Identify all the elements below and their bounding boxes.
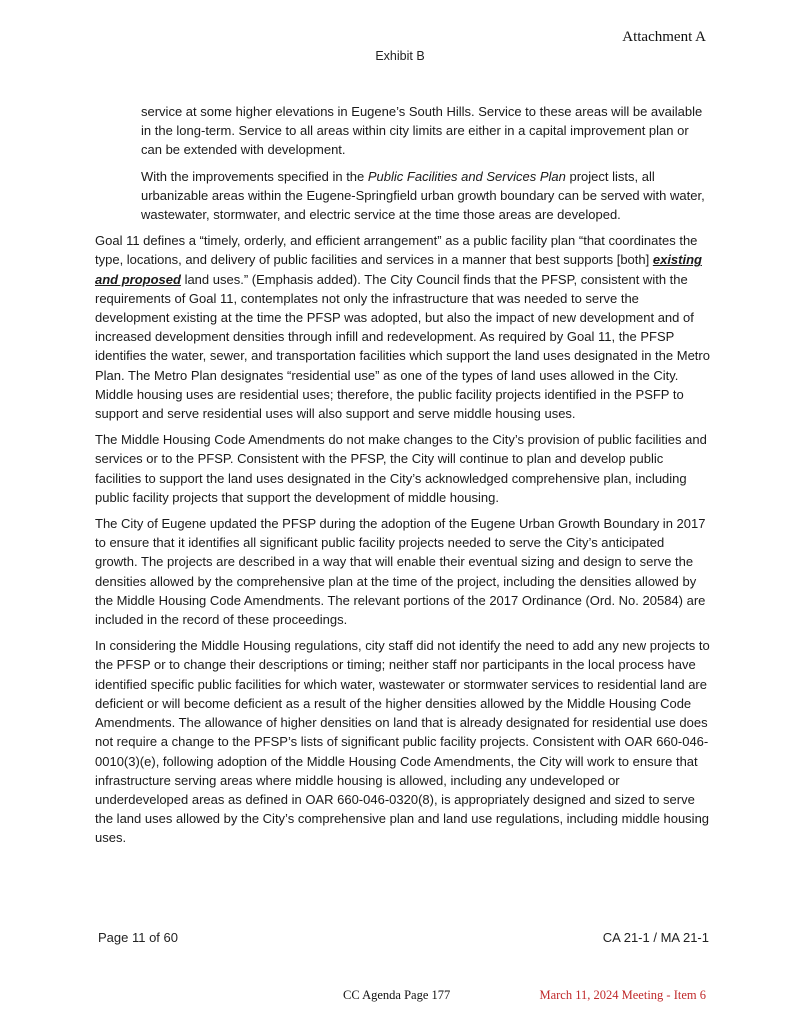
attachment-label: Attachment A — [622, 29, 706, 45]
emphasis-existing-proposed: existing and proposed — [95, 252, 702, 287]
page-number: Page 11 of 60 — [98, 930, 178, 945]
paragraph-middle-housing: In considering the Middle Housing regulations, city staff did not identify the need to add any new projects to the PFSP or to change their descriptions or timing; neither staff nor participants in the local process have identified specific public facilities for which water, wastewater or stormwater services to residential land are deficient or will become deficient as a result of the higher densities allowed by the Middle Housing Code Amendments. The allowance of higher densities on land that is already designated for residential use does not require a change to the PFSP’s lists of significant public facility projects. Consistent with OAR 660-046-0010(3)(e), following adoption of the Middle Housing Code Amendments, the City will work to ensure that infrastructure serving areas where middle housing is allowed, including any undeveloped or underdeveloped areas as defined in OAR 660-046-0320(8), is appropriately designed and sized to serve the land uses allowed by the City’s comprehensive plan and land use regulations, including middle housing uses. — [95, 638, 710, 846]
pfsp-title-italic: Public Facilities and Services Plan — [367, 168, 566, 184]
meeting-label: March 11, 2024 Meeting - Item 6 — [539, 988, 706, 1002]
paragraph-goal-11-start: Goal 11 defines a “timely, orderly, and efficient arrangement” as a public facility plan “that coordinates the type, locations, and delivery of public facilities and services in a manner that best supports [both] — [95, 233, 698, 268]
paragraph-goal-11 — [95, 231, 710, 423]
paragraph-quote-2-start: With the improvements specified in the — [141, 168, 368, 184]
paragraph-quote-1: service at some higher elevations in Eugene’s South Hills. Service to these areas will be available in the long-term. Service to all areas within city limits are either in a capital improvement plan or can be extended with development. — [141, 104, 703, 158]
document-body — [95, 102, 710, 855]
exhibit-label: Exhibit B — [375, 49, 425, 63]
case-number: CA 21-1 / MA 21-1 — [602, 930, 709, 945]
paragraph-goal-11-end: land uses.” (Emphasis added). The City Council finds that the PFSP, consistent with the requirements of Goal 11, contemplates not only the infrastructure that was needed to serve the development existing at the time the PFSP was adopted, but also the impact of new development and of increased development densities through infill and redevelopment. As required by Goal 11, the PFSP identifies the water, sewer, and transportation facilities which support the land uses designated in the Metro Plan. The Metro Plan designates “residential use” as one of the types of land uses allowed in the City. Middle housing uses are residential uses; therefore, the public facility projects identified in the PSFP to support and serve residential uses will also support and serve middle housing uses. — [95, 271, 710, 422]
agenda-page: CC Agenda Page 177 — [343, 988, 451, 1002]
paragraph-code-amendments: The Middle Housing Code Amendments do not make changes to the City’s provision of public facilities and services or to the PFSP. Consistent with the PFSP, the City will continue to plan and develop public facilities to support the land uses designated in the City’s acknowledged comprehensive plan, including public facility projects that support the development of middle housing. — [95, 432, 707, 505]
paragraph-pfsp-update: The City of Eugene updated the PFSP during the adoption of the Eugene Urban Growth Boundary in 2017 to ensure that it identifies all significant public facility projects needed to serve the City’s anticipated growth. The projects are described in a way that will enable their eventual sizing and design to serve the densities allowed by the comprehensive plan at the time of the project, including the densities allowed by the Middle Housing Code Amendments. The relevant portions of the 2017 Ordinance (Ord. No. 20584) are included in the record of these proceedings. — [95, 516, 706, 628]
paragraph-quote-2-end: project lists, all urbanizable areas within the Eugene-Springfield urban growth boundary can be served with water, wastewater, stormwater, and electric service at the time those areas are developed. — [141, 168, 705, 223]
paragraph-quote-2 — [141, 167, 710, 225]
